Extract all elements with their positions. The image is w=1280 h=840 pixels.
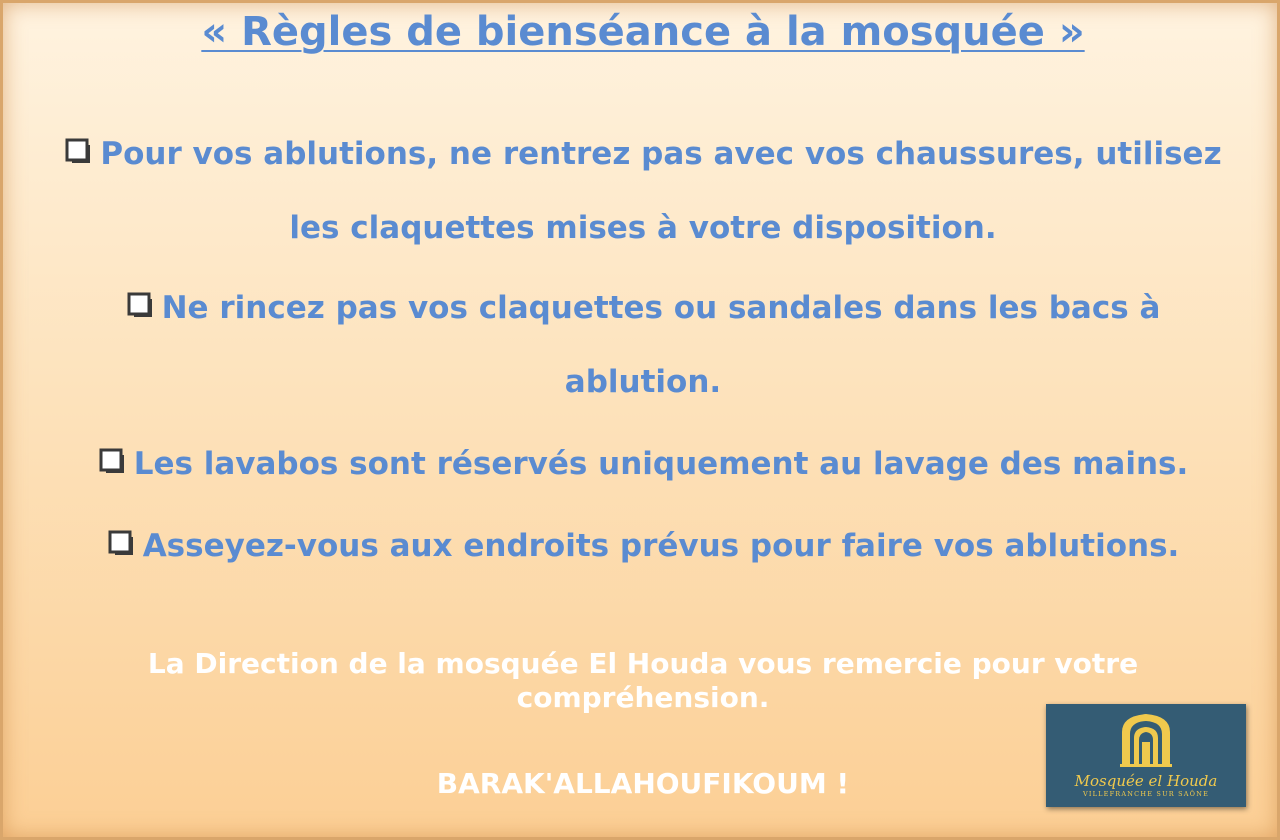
rule-text: Asseyez-vous aux endroits prévus pour faire vos ablutions. bbox=[142, 528, 1180, 564]
thanks-line: La Direction de la mosquée El Houda vous remercie pour votre bbox=[147, 647, 1139, 680]
rule-text-continued: les claquettes mises à votre disposition. bbox=[289, 210, 997, 246]
rule-item bbox=[13, 117, 1273, 265]
checkbox-square-icon bbox=[98, 447, 128, 477]
closing-blessing: BARAK'ALLAHOUFIKOUM ! bbox=[436, 767, 850, 800]
rule-item bbox=[13, 427, 1273, 501]
checkbox-square-icon bbox=[64, 137, 94, 167]
checkbox-square-icon bbox=[126, 291, 156, 321]
checkbox-square-icon bbox=[107, 529, 137, 559]
rule-text-continued: ablution. bbox=[564, 364, 722, 400]
logo-name: Mosquée el Houda bbox=[1074, 772, 1218, 790]
rule-text: Ne rincez pas vos claquettes ou sandales dans les bacs à bbox=[161, 290, 1161, 326]
mosque-arch-icon bbox=[1118, 712, 1174, 772]
page-title: « Règles de bienséance à la mosquée » bbox=[201, 9, 1085, 55]
logo-city: VILLEFRANCHE SUR SAÔNE bbox=[1082, 790, 1210, 798]
thanks-line: compréhension. bbox=[516, 681, 770, 714]
rule-text: Les lavabos sont réservés uniquement au lavage des mains. bbox=[133, 446, 1189, 482]
mosque-logo bbox=[1046, 704, 1246, 807]
rule-item bbox=[13, 271, 1273, 419]
rule-text: Pour vos ablutions, ne rentrez pas avec vos chaussures, utilisez bbox=[100, 136, 1222, 172]
rule-item bbox=[13, 509, 1273, 583]
